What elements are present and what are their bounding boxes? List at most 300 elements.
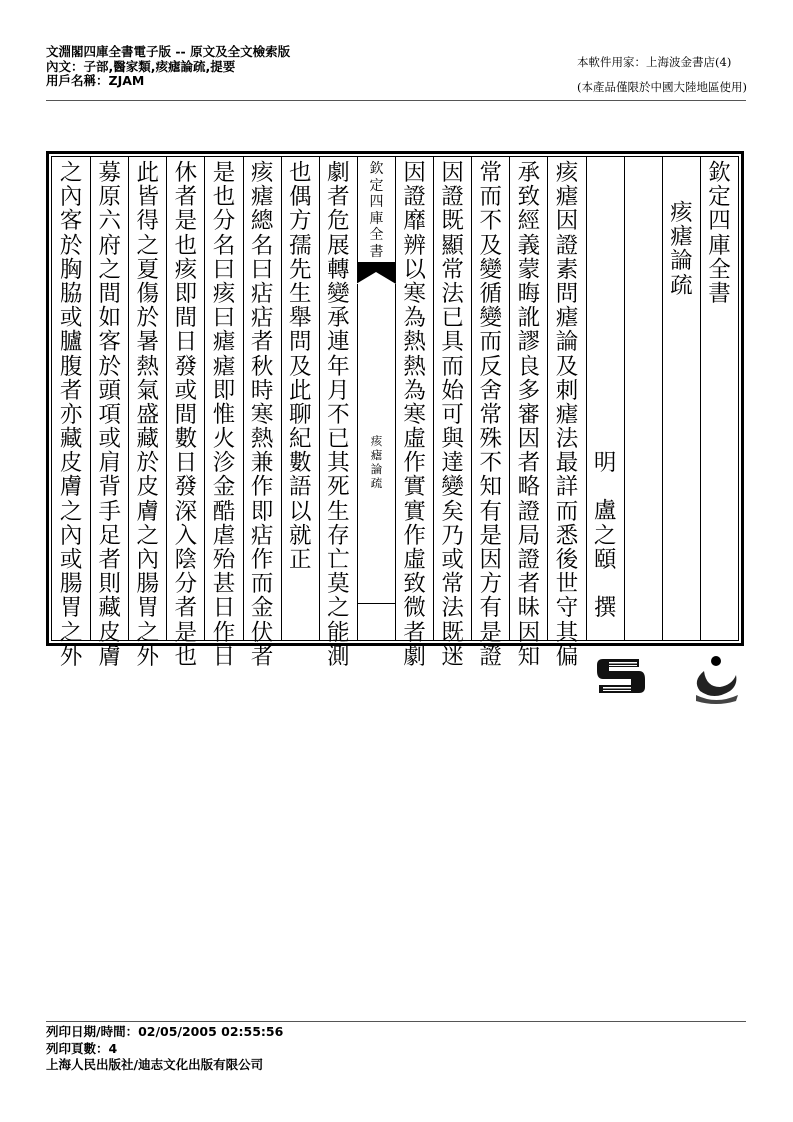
text-column-13 [243, 157, 281, 670]
char: 或 [59, 305, 83, 332]
char: 甚 [212, 571, 236, 598]
char: 循 [479, 280, 503, 307]
char: 問 [288, 329, 312, 356]
text-column-4 [586, 157, 624, 640]
char: 內 [59, 522, 83, 549]
char: 疏 [670, 272, 693, 299]
char: 法 [441, 280, 464, 307]
char: 舉 [288, 305, 312, 332]
char: 此 [288, 377, 312, 404]
char: 痁 [250, 522, 274, 549]
char: 以 [288, 498, 312, 525]
char: 四 [369, 194, 384, 210]
char: 即 [250, 498, 274, 525]
header-left [46, 45, 290, 89]
char: 項 [98, 401, 121, 428]
char: 此 [136, 160, 160, 186]
char: 得 [136, 208, 160, 235]
char: 偶 [288, 184, 312, 211]
licensee: 本軟件用家：上海波金書店(4) [577, 55, 732, 69]
char: 證 [517, 547, 541, 573]
char: 發 [174, 474, 198, 501]
char: 法 [441, 595, 464, 622]
char: 證 [555, 232, 579, 259]
char: 痎 [212, 280, 236, 307]
char: 瘧 [670, 224, 693, 251]
char: 最 [555, 450, 579, 477]
char: 法 [555, 426, 579, 453]
char: 常 [441, 571, 464, 598]
char: 其 [555, 619, 579, 646]
char: 瘧 [555, 401, 579, 428]
char: 熱 [136, 353, 160, 380]
char: 謬 [517, 329, 541, 356]
char: 府 [98, 232, 121, 259]
char: 全 [369, 227, 384, 243]
char: 刺 [555, 377, 579, 404]
char: 者 [327, 184, 350, 211]
char: 痎 [174, 256, 198, 283]
char: 孺 [288, 232, 312, 259]
char: 也 [288, 160, 312, 186]
char: 可 [441, 401, 464, 428]
text-column-3 [624, 157, 662, 640]
char: 六 [98, 208, 121, 235]
char: 於 [98, 353, 121, 380]
text-column-8 [433, 157, 471, 670]
char: 而 [555, 498, 579, 525]
char: 皮 [98, 619, 121, 646]
char: 也 [212, 184, 236, 211]
char: 撰 [593, 595, 617, 622]
char: 皮 [136, 474, 160, 501]
char: 或 [174, 377, 198, 404]
char: 腸 [136, 571, 160, 598]
char: 昧 [517, 595, 541, 622]
char: 證 [403, 184, 426, 211]
char: 致 [517, 184, 541, 211]
char: 兼 [250, 450, 274, 477]
char: 以 [403, 256, 426, 283]
char: 多 [517, 377, 541, 404]
char: 因 [403, 160, 426, 186]
char: 臚 [59, 329, 83, 356]
char: 語 [288, 474, 312, 501]
char: 是 [212, 160, 236, 186]
header-divider [46, 100, 746, 101]
char: 劇 [403, 643, 426, 670]
char: 曰 [212, 305, 236, 332]
char: 者 [59, 377, 83, 404]
char: 作 [403, 522, 426, 549]
char: 暑 [136, 329, 160, 356]
char: 微 [403, 595, 426, 622]
char: 內 [136, 547, 160, 573]
char: 變 [441, 474, 464, 501]
char: 日 [174, 450, 198, 477]
char: 有 [479, 595, 503, 622]
char: 作 [250, 547, 274, 573]
char: 客 [59, 208, 83, 235]
char: 世 [555, 571, 579, 598]
char: 藏 [98, 595, 121, 622]
char: 熱 [403, 329, 426, 356]
char: 即 [212, 377, 236, 404]
char: 腹 [59, 353, 83, 380]
char [587, 475, 624, 499]
char: 承 [327, 305, 350, 332]
char: 募 [98, 160, 121, 186]
char: 不 [327, 401, 350, 428]
char: 氣 [136, 377, 160, 404]
char: 者 [174, 595, 198, 622]
char: 證 [441, 184, 464, 211]
char: 乃 [441, 522, 464, 549]
char: 舍 [479, 377, 503, 404]
header-right [577, 50, 747, 100]
char: 痁 [250, 305, 274, 332]
char: 日 [212, 643, 236, 670]
char: 而 [479, 184, 503, 211]
char: 方 [479, 571, 503, 598]
char: 虐 [212, 522, 236, 549]
char: 欽 [369, 161, 384, 177]
char: 寒 [250, 401, 274, 428]
char: 連 [327, 329, 350, 356]
text-column-12 [281, 157, 319, 640]
text-column-11 [319, 157, 357, 670]
char: 因 [517, 426, 541, 453]
char: 瘧 [212, 353, 236, 380]
char: 因 [479, 547, 503, 573]
char: 間 [174, 401, 198, 428]
char: 金 [250, 595, 274, 622]
char: 與 [441, 426, 464, 453]
char: 作 [403, 450, 426, 477]
char: 也 [174, 643, 198, 670]
fold-divider [358, 603, 395, 604]
char: 為 [403, 305, 426, 332]
char: 者 [403, 619, 426, 646]
char: 是 [174, 208, 198, 235]
char: 靡 [403, 208, 426, 235]
char: 熱 [250, 426, 274, 453]
char: 紀 [288, 426, 312, 453]
char: 定 [369, 177, 384, 194]
char: 於 [136, 305, 160, 332]
char: 實 [403, 498, 426, 525]
char: 是 [174, 619, 198, 646]
char: 劇 [327, 160, 350, 186]
char: 間 [174, 305, 198, 332]
char: 膚 [98, 643, 121, 670]
char: 具 [441, 329, 464, 356]
char: 義 [517, 232, 541, 259]
char: 陰 [174, 547, 198, 573]
char: 已 [327, 426, 350, 453]
char: 守 [555, 595, 579, 622]
char: 測 [327, 643, 350, 670]
char: 總 [250, 208, 274, 235]
publisher-ss-logo-icon [595, 655, 647, 695]
text-column-9 [395, 157, 433, 670]
char: 外 [136, 643, 160, 670]
char: 及 [479, 232, 503, 259]
char: 分 [174, 571, 198, 598]
char: 者 [250, 329, 274, 356]
text-columns [51, 156, 739, 670]
text-column-10 [357, 157, 395, 640]
char: 證 [479, 643, 503, 670]
char: 沴 [212, 450, 236, 477]
char: 於 [136, 450, 160, 477]
char: 胃 [59, 595, 83, 622]
char: 知 [479, 474, 503, 501]
char: 時 [250, 377, 274, 404]
char: 詳 [555, 474, 579, 501]
char: 之 [98, 256, 121, 283]
char: 變 [327, 280, 350, 307]
char: 迷 [441, 643, 464, 670]
char: 始 [441, 377, 464, 404]
text-column-14 [204, 157, 242, 670]
char: 深 [174, 498, 198, 525]
print-page-count: 列印頁數：4 [46, 1040, 118, 1056]
char: 書 [369, 243, 384, 260]
fold-title [371, 434, 383, 490]
char: 虛 [403, 547, 426, 573]
text-column-17 [90, 157, 128, 670]
char: 痎 [370, 434, 383, 448]
char: 或 [98, 426, 121, 453]
char: 者 [174, 184, 198, 211]
char: 脇 [59, 280, 83, 307]
char: 悉 [555, 522, 579, 549]
char: 正 [288, 547, 312, 573]
char: 之 [136, 232, 160, 259]
char: 常 [441, 256, 464, 283]
char: 是 [479, 522, 503, 549]
char: 而 [250, 571, 274, 598]
product-title: 文淵閣四庫全書電子版 -- 原文及全文檢索版 [46, 44, 291, 59]
char: 也 [174, 232, 198, 259]
char: 其 [327, 450, 350, 477]
char: 瘧 [555, 184, 579, 211]
char: 先 [288, 256, 312, 283]
char: 因 [517, 619, 541, 646]
char: 生 [288, 280, 312, 307]
char: 酷 [212, 498, 236, 525]
char: 轉 [327, 256, 350, 283]
char: 為 [403, 377, 426, 404]
char: 頭 [98, 377, 121, 404]
char [587, 572, 624, 596]
char: 後 [555, 547, 579, 573]
char: 藏 [136, 426, 160, 453]
char: 足 [98, 522, 121, 549]
char: 名 [250, 232, 274, 259]
char: 分 [212, 208, 236, 235]
char: 素 [555, 256, 579, 283]
fold-header [369, 157, 383, 260]
char: 盛 [136, 401, 160, 428]
char: 有 [479, 498, 503, 525]
char: 偏 [555, 643, 579, 670]
char: 因 [555, 208, 579, 235]
char: 伏 [250, 619, 274, 646]
char: 胸 [59, 256, 83, 283]
char: 寒 [403, 280, 426, 307]
char: 間 [98, 280, 121, 307]
char: 生 [327, 498, 350, 525]
char: 瘧 [212, 329, 236, 356]
char: 欽 [708, 160, 731, 186]
char: 問 [555, 280, 579, 307]
print-datetime: 列印日期/時間：02/05/2005 02:55:56 [46, 1024, 284, 1039]
char: 經 [517, 208, 541, 235]
char: 月 [327, 377, 350, 404]
text-column-16 [128, 157, 166, 670]
char: 亡 [327, 547, 350, 573]
char: 定 [708, 184, 731, 211]
char: 達 [441, 450, 464, 477]
char: 之 [136, 522, 160, 549]
char: 頤 [593, 546, 617, 573]
char: 者 [250, 643, 274, 670]
char: 作 [250, 474, 274, 501]
char: 全 [708, 256, 731, 283]
char: 良 [517, 353, 541, 380]
char: 晦 [517, 280, 541, 307]
char: 寒 [403, 401, 426, 428]
char: 入 [174, 522, 198, 549]
char: 明 [593, 450, 617, 476]
char: 年 [327, 353, 350, 380]
char: 之 [59, 619, 83, 646]
char: 發 [174, 353, 198, 380]
char: 原 [98, 184, 121, 211]
char: 反 [479, 353, 503, 380]
char: 方 [288, 208, 312, 235]
char: 胃 [136, 595, 160, 622]
footer-divider [46, 1021, 746, 1022]
char: 虛 [403, 426, 426, 453]
char: 瘧 [370, 448, 383, 462]
char: 痎 [555, 160, 579, 186]
char: 傷 [136, 280, 160, 307]
text-column-15 [166, 157, 204, 670]
char: 者 [517, 571, 541, 598]
char: 熱 [403, 353, 426, 380]
char: 之 [59, 160, 83, 186]
char: 聊 [288, 401, 312, 428]
char: 瘧 [555, 305, 579, 332]
char: 既 [441, 208, 464, 235]
char: 腸 [59, 571, 83, 598]
char: 因 [441, 160, 464, 186]
char: 訛 [517, 305, 541, 332]
char: 而 [479, 329, 503, 356]
char: 略 [517, 474, 541, 501]
char: 如 [98, 305, 121, 332]
char: 危 [327, 208, 350, 235]
char: 痎 [250, 160, 274, 186]
char: 夏 [136, 256, 160, 283]
char: 實 [403, 474, 426, 501]
char: 皆 [136, 184, 160, 211]
char: 者 [98, 547, 121, 573]
char: 書 [708, 280, 731, 307]
region-notice: (本產品僅限於中國大陸地區使用) [577, 80, 747, 94]
char: 及 [555, 353, 579, 380]
char: 論 [670, 248, 693, 275]
seal-logo-icon [686, 655, 746, 705]
char: 外 [59, 643, 83, 670]
char: 於 [59, 232, 83, 259]
char: 膚 [136, 498, 160, 525]
text-column-5 [547, 157, 585, 670]
char: 曰 [212, 256, 236, 283]
char: 辨 [403, 232, 426, 259]
char: 常 [479, 401, 503, 428]
char: 曰 [250, 256, 274, 283]
char: 是 [479, 619, 503, 646]
char: 名 [212, 232, 236, 259]
fish-tail-mark-icon [358, 262, 395, 284]
char: 盧 [593, 498, 617, 525]
char: 庫 [708, 232, 731, 259]
char: 死 [327, 474, 350, 501]
char: 殊 [479, 426, 503, 453]
char: 痎 [670, 200, 693, 226]
text-column-2 [662, 157, 700, 640]
content-path: 內文：子部,醫家類,痎瘧論疏,提要 [46, 58, 236, 74]
char: 皮 [59, 450, 83, 477]
char: 論 [370, 462, 383, 476]
char: 之 [59, 498, 83, 525]
char: 已 [441, 305, 464, 332]
char: 承 [517, 160, 541, 186]
char: 審 [517, 401, 541, 428]
char: 致 [403, 571, 426, 598]
char: 瘧 [250, 184, 274, 211]
footer [46, 1024, 283, 1074]
char: 內 [59, 184, 83, 211]
char: 殆 [212, 547, 236, 573]
char: 常 [479, 160, 503, 186]
char: 證 [517, 498, 541, 525]
char: 或 [59, 547, 83, 573]
char: 作 [212, 619, 236, 646]
char: 之 [327, 595, 350, 622]
char: 就 [288, 522, 312, 549]
char: 肩 [98, 450, 121, 477]
char: 既 [441, 619, 464, 646]
char: 知 [517, 643, 541, 670]
char: 蒙 [517, 256, 541, 283]
char: 而 [441, 353, 464, 380]
char: 數 [288, 450, 312, 477]
char: 火 [212, 426, 236, 453]
char: 亦 [59, 401, 83, 428]
char: 變 [479, 305, 503, 332]
char: 存 [327, 522, 350, 549]
char: 不 [479, 450, 503, 477]
char: 顯 [441, 232, 464, 259]
char: 庫 [369, 210, 384, 227]
char: 之 [593, 522, 617, 549]
char: 秋 [250, 353, 274, 380]
